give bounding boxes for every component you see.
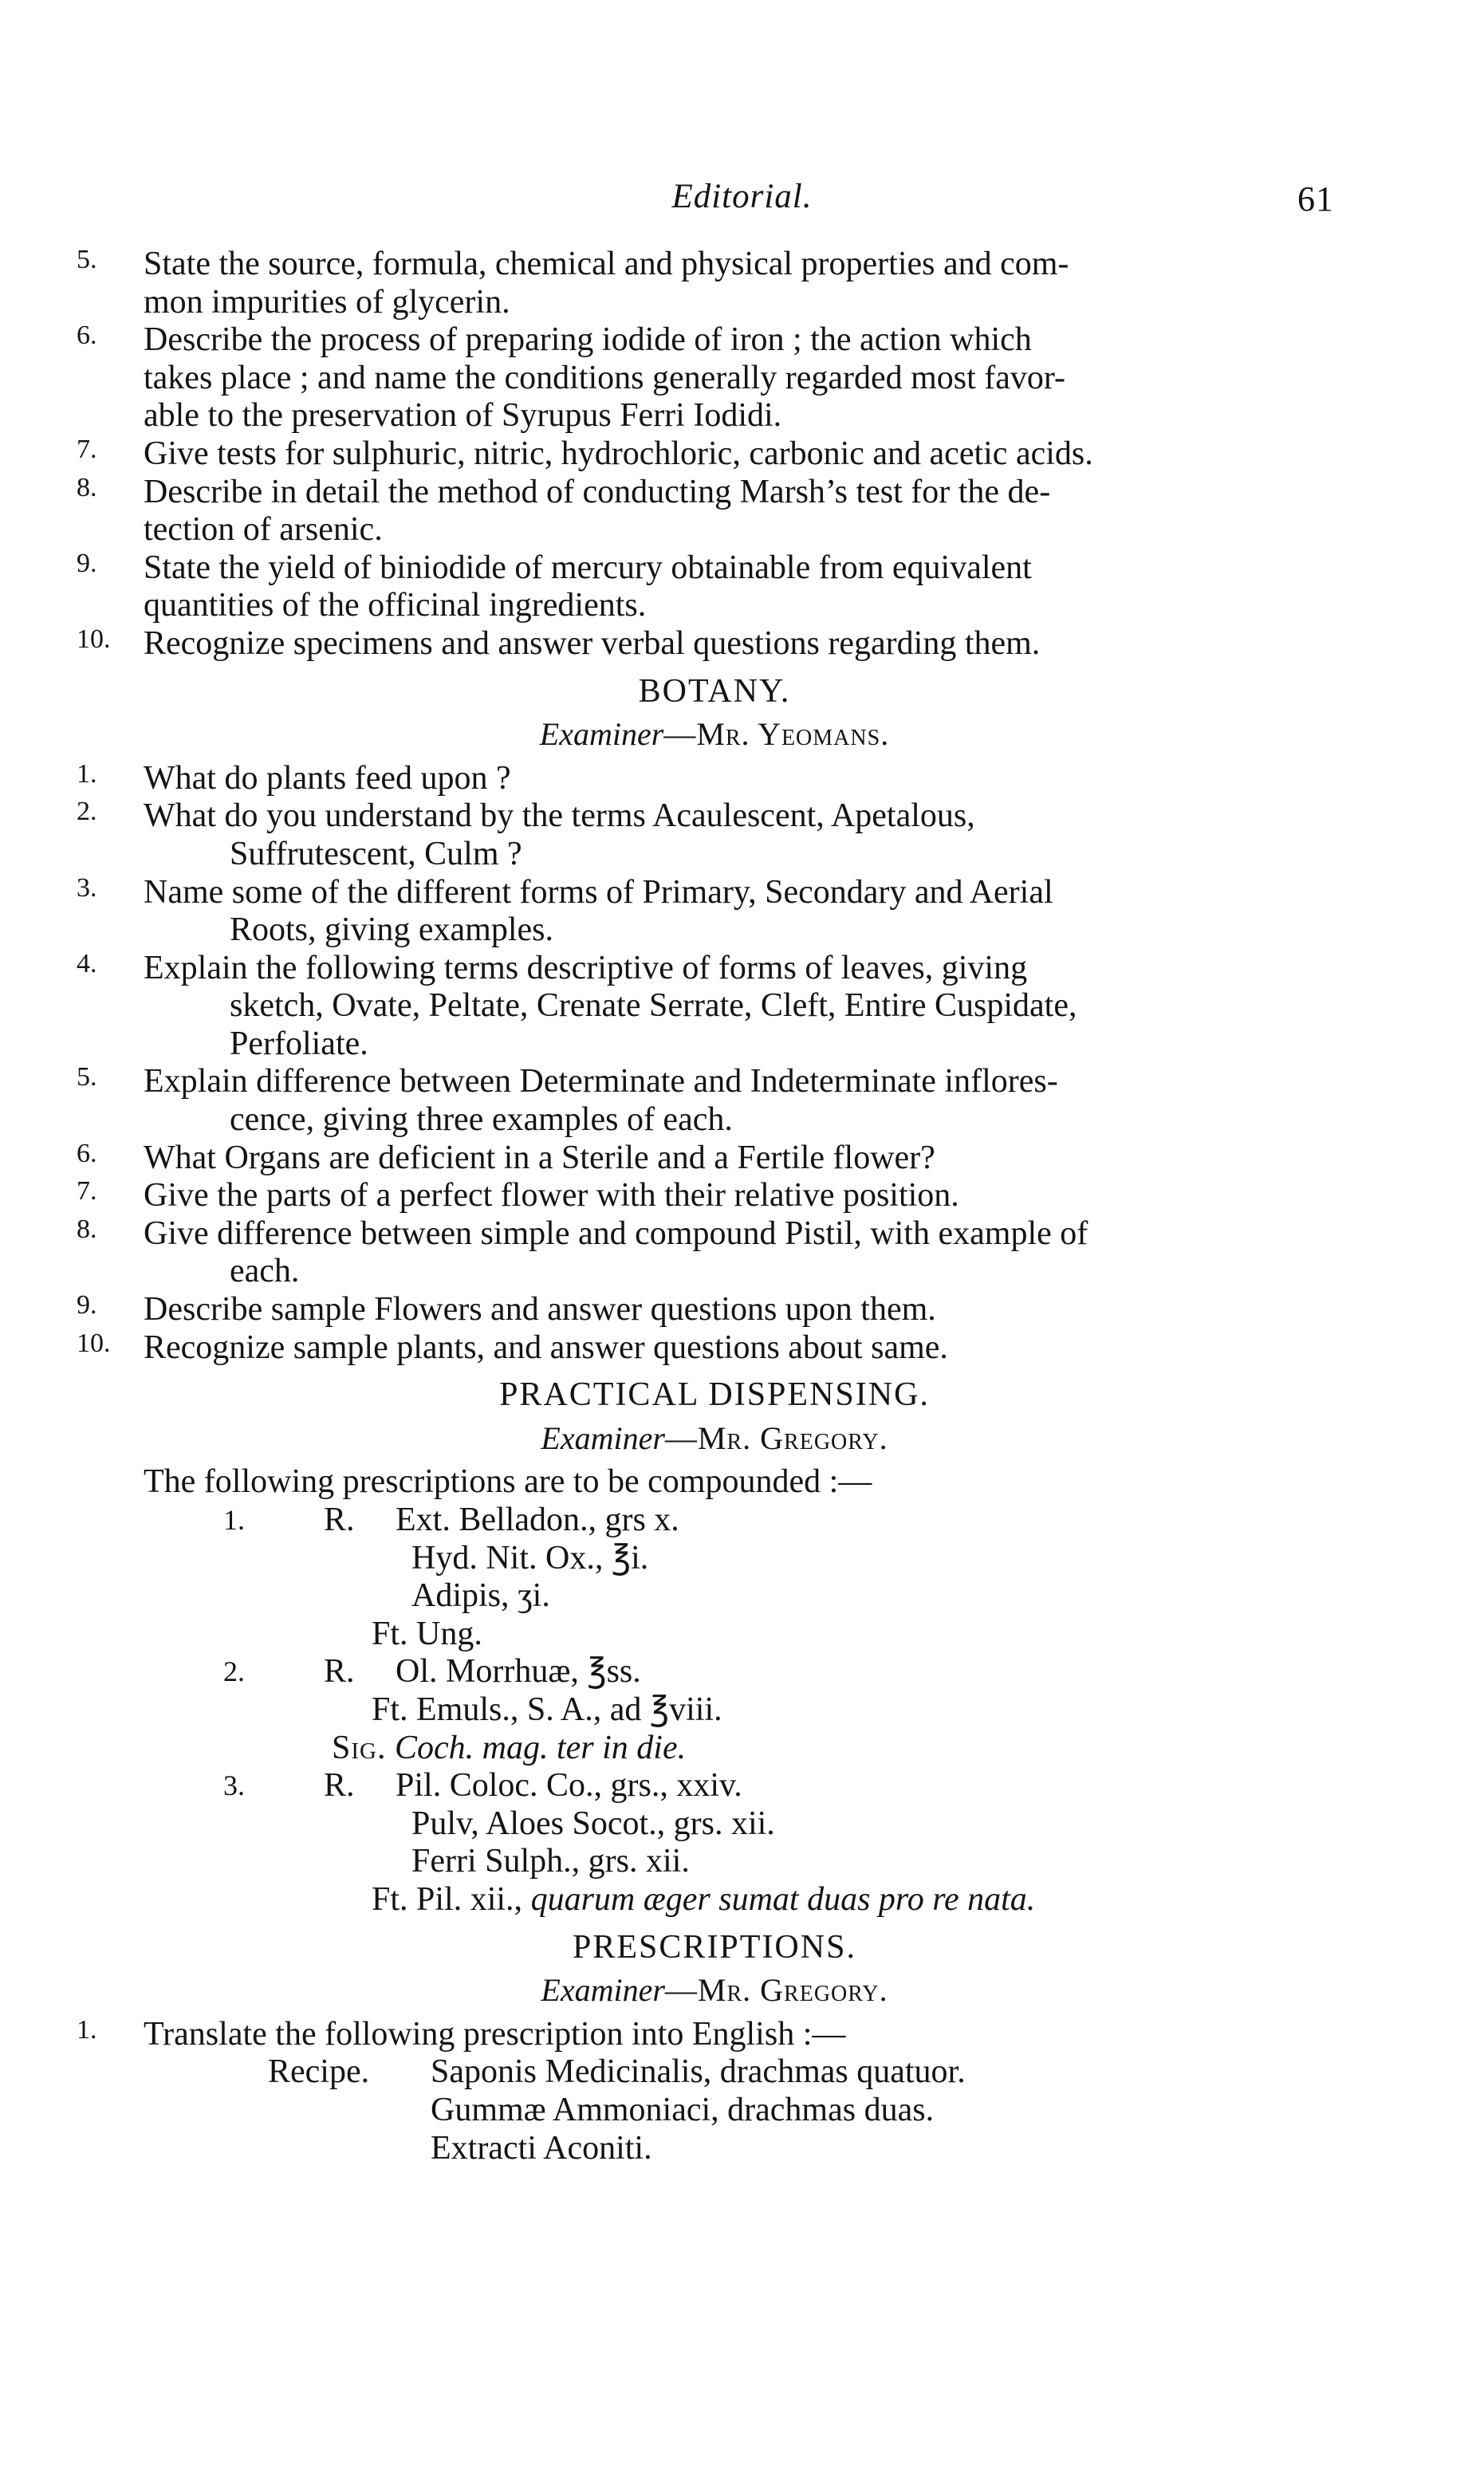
recipe-line: Gummæ Ammoniaci, drachmas duas.	[431, 2091, 935, 2128]
question-item	[77, 435, 1352, 474]
prescription-line-text: Ol. Morrhuæ, ℥ss.	[396, 1653, 641, 1691]
question-item	[77, 760, 1352, 798]
prescription-line-text: Ft. Pil. xii.,	[372, 1880, 523, 1918]
question-number: 10.	[77, 624, 111, 654]
recipe-line: Saponis Medicinalis, drachmas quatuor.	[431, 2053, 966, 2091]
question-number: 5.	[77, 1062, 97, 1092]
prescription-number: 3.	[223, 1770, 245, 1802]
examiner-line	[77, 1971, 1352, 2010]
question-line: Name some of the different forms of Primary, Secondary and Aerial	[144, 873, 1053, 911]
examiner-label: Examiner	[541, 1972, 665, 2009]
question-number: 8.	[77, 1214, 97, 1244]
prescription-line: Adipis, ʒi.	[411, 1577, 550, 1615]
recipe-label: Recipe.	[268, 2053, 370, 2091]
question-item	[77, 797, 1352, 873]
question-item	[77, 246, 1352, 321]
question-number: 7.	[77, 434, 97, 464]
question-number: 6.	[77, 321, 97, 351]
question-number: 3.	[77, 872, 97, 903]
question-item	[77, 1140, 1352, 1178]
question-number: 8.	[77, 472, 97, 502]
recipe-block	[77, 2053, 1352, 2167]
question-line: What do plants feed upon ?	[144, 759, 511, 797]
question-line: Describe the process of preparing iodide of iron ; the action which	[144, 321, 1032, 359]
dispensing-intro: The following prescriptions are to be compounded :—	[144, 1463, 872, 1501]
prescription-number: 1.	[223, 1504, 245, 1536]
question-line: Give tests for sulphuric, nitric, hydrochloric, carbonic and acetic acids.	[144, 435, 1093, 472]
question-line: able to the preservation of Syrupus Ferri Iodidi.	[144, 397, 782, 435]
question-line: Perfoliate.	[230, 1025, 368, 1062]
examiner-line	[77, 1419, 1352, 1458]
question-line: Suffrutescent, Culm ?	[230, 835, 522, 872]
page-header	[0, 177, 1484, 230]
question-line: What Organs are deficient in a Sterile and a Fertile flower?	[144, 1139, 935, 1176]
question-number: 7.	[77, 1176, 97, 1207]
prescription-3	[77, 1767, 1352, 1919]
prescription-line-text: Ext. Belladon., grs x.	[396, 1502, 679, 1538]
prescription-line: Ft. Ung.	[372, 1615, 482, 1652]
recipe-symbol: R.	[324, 1653, 355, 1691]
question-item	[77, 1063, 1352, 1139]
question-item	[77, 874, 1352, 950]
question-item	[77, 474, 1352, 549]
question-line: takes place ; and name the conditions generally regarded most favor-	[144, 359, 1066, 396]
signa-label: Sig.	[332, 1729, 387, 1766]
prescription-line-text: Pil. Coloc. Co., grs., xxiv.	[396, 1767, 742, 1805]
question-line: mon impurities of glycerin.	[144, 283, 510, 321]
question-number: 9.	[77, 1290, 97, 1321]
prescription-direction: quarum æger sumat duas pro re nata.	[530, 1880, 1036, 1918]
question-line: What do you understand by the terms Acaulescent, Apetalous,	[144, 797, 975, 835]
question-item	[77, 950, 1352, 1064]
page-body	[77, 246, 1352, 2167]
prescription-number: 2.	[223, 1655, 245, 1688]
question-item	[77, 321, 1352, 435]
recipe-symbol: R.	[324, 1502, 355, 1538]
question-item	[77, 625, 1352, 663]
examiner-label: Examiner	[539, 716, 664, 753]
question-line: State the source, formula, chemical and physical properties and com-	[144, 246, 1069, 282]
question-line: sketch, Ovate, Peltate, Crenate Serrate, Cleft, Entire Cuspidate,	[230, 987, 1077, 1025]
prescription-line: Pulv, Aloes Socot., grs. xii.	[411, 1805, 775, 1842]
question-item	[77, 1215, 1352, 1291]
question-line: tection of arsenic.	[144, 511, 383, 549]
question-line: Explain the following terms descriptive of forms of leaves, giving	[144, 949, 1028, 986]
examiner-name: —Mr. Gregory.	[664, 1972, 888, 2009]
running-title: Editorial.	[671, 178, 813, 215]
question-number: 1.	[77, 758, 97, 789]
prescription-line	[77, 1767, 1352, 1805]
question-line: Recognize sample plants, and answer questions about same.	[144, 1329, 948, 1366]
question-line: Describe sample Flowers and answer questions upon them.	[144, 1291, 936, 1329]
prescription-2	[77, 1653, 1352, 1767]
question-item	[77, 1329, 1352, 1368]
section-heading-dispensing: PRACTICAL DISPENSING.	[499, 1376, 930, 1414]
prescription-line	[77, 1881, 1352, 1919]
signa-line	[77, 1730, 1352, 1768]
section-heading-prescriptions: PRESCRIPTIONS.	[573, 1928, 856, 1966]
examiner-line	[77, 715, 1352, 754]
question-number: 1.	[77, 2014, 97, 2045]
question-item	[77, 1177, 1352, 1215]
question-line: Translate the following prescription into English :—	[144, 2015, 846, 2053]
prescription-1	[77, 1502, 1352, 1653]
examiner-name: —Mr. Yeomans.	[663, 716, 890, 753]
prescription-line	[77, 1502, 1352, 1540]
recipe-line: Extracti Aconiti.	[431, 2129, 652, 2167]
question-line: Describe in detail the method of conducting Marsh’s test for the de-	[144, 473, 1051, 510]
question-line: State the yield of biniodide of mercury obtainable from equivalent	[144, 549, 1032, 586]
prescription-line	[77, 1653, 1352, 1691]
page-number: 61	[1297, 179, 1334, 218]
signa-text: Coch. mag. ter in die.	[394, 1729, 687, 1766]
examiner-label: Examiner	[541, 1419, 665, 1456]
question-line: Roots, giving examples.	[230, 911, 553, 949]
prescription-line: Hyd. Nit. Ox., ℥i.	[411, 1539, 649, 1577]
question-item	[77, 2016, 1352, 2054]
question-number: 10.	[77, 1328, 111, 1358]
question-line: Give the parts of a perfect flower with their relative position.	[144, 1177, 959, 1214]
question-number: 9.	[77, 548, 97, 578]
question-line: quantities of the officinal ingredients.	[144, 587, 647, 624]
question-line: cence, giving three examples of each.	[230, 1101, 733, 1139]
question-item	[77, 1291, 1352, 1329]
prescription-line: Ferri Sulph., grs. xii.	[411, 1843, 690, 1880]
question-line: Recognize specimens and answer verbal questions regarding them.	[144, 624, 1041, 662]
question-item	[77, 549, 1352, 625]
question-number: 6.	[77, 1138, 97, 1168]
section-heading-botany: BOTANY.	[638, 672, 791, 710]
question-number: 4.	[77, 948, 97, 978]
question-number: 2.	[77, 797, 97, 827]
question-line: Explain difference between Determinate and Indeterminate inflores-	[144, 1063, 1058, 1100]
prescription-line: Ft. Emuls., S. A., ad ℥viii.	[372, 1691, 722, 1728]
recipe-symbol: R.	[324, 1767, 355, 1805]
question-line: each.	[230, 1253, 300, 1290]
question-number: 5.	[77, 245, 97, 274]
examiner-name: —Mr. Gregory.	[664, 1419, 888, 1456]
question-line: Give difference between simple and compound Pistil, with example of	[144, 1214, 1088, 1252]
